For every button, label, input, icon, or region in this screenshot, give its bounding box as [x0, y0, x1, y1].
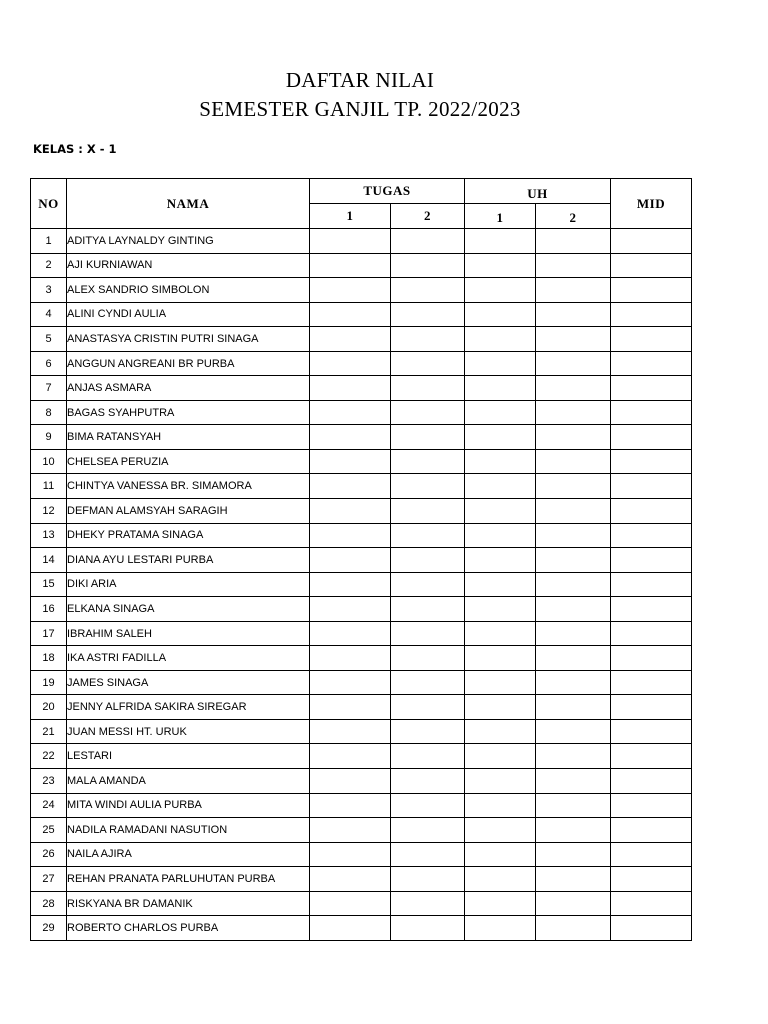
student-name: DEFMAN ALAMSYAH SARAGIH	[67, 499, 310, 524]
uh-1-cell	[465, 449, 536, 474]
tugas-1-cell	[310, 327, 391, 352]
student-name: BIMA RATANSYAH	[67, 425, 310, 450]
tugas-1-cell	[310, 695, 391, 720]
tugas-2-cell	[391, 621, 465, 646]
uh-2-cell	[536, 425, 611, 450]
table-row	[31, 916, 692, 941]
uh-2-cell	[536, 769, 611, 794]
table-row	[31, 793, 692, 818]
mid-cell	[611, 229, 692, 254]
tugas-2-cell	[391, 916, 465, 941]
table-row	[31, 400, 692, 425]
tugas-1-cell	[310, 278, 391, 303]
uh-1-cell	[465, 842, 536, 867]
tugas-2-cell	[391, 449, 465, 474]
row-number: 1	[31, 229, 67, 254]
table-row	[31, 867, 692, 892]
mid-cell	[611, 621, 692, 646]
column-header-nama: NAMA	[67, 179, 310, 229]
table-row	[31, 449, 692, 474]
uh-2-cell	[536, 597, 611, 622]
tugas-1-cell	[310, 670, 391, 695]
tugas-1-cell	[310, 351, 391, 376]
uh-1-cell	[465, 916, 536, 941]
tugas-1-cell	[310, 769, 391, 794]
tugas-2-cell	[391, 769, 465, 794]
student-name: MALA AMANDA	[67, 769, 310, 794]
uh-1-cell	[465, 891, 536, 916]
table-row	[31, 302, 692, 327]
tugas-1-cell	[310, 572, 391, 597]
table-row	[31, 597, 692, 622]
column-header-mid: MID	[611, 179, 692, 229]
uh-2-cell	[536, 867, 611, 892]
tugas-1-cell	[310, 818, 391, 843]
uh-1-cell	[465, 499, 536, 524]
uh-1-cell	[465, 769, 536, 794]
tugas-2-cell	[391, 646, 465, 671]
tugas-2-cell	[391, 572, 465, 597]
table-row	[31, 278, 692, 303]
tugas-2-cell	[391, 818, 465, 843]
tugas-2-cell	[391, 327, 465, 352]
table-row	[31, 572, 692, 597]
tugas-1-cell	[310, 793, 391, 818]
tugas-2-cell	[391, 376, 465, 401]
uh-1-cell	[465, 376, 536, 401]
row-number: 25	[31, 818, 67, 843]
mid-cell	[611, 278, 692, 303]
row-number: 7	[31, 376, 67, 401]
column-header-uh: UH	[465, 179, 611, 204]
uh-1-cell	[465, 425, 536, 450]
uh-2-cell	[536, 327, 611, 352]
mid-cell	[611, 425, 692, 450]
tugas-1-cell	[310, 916, 391, 941]
row-number: 8	[31, 400, 67, 425]
student-name: REHAN PRANATA PARLUHUTAN PURBA	[67, 867, 310, 892]
table-row	[31, 253, 692, 278]
uh-1-cell	[465, 621, 536, 646]
row-number: 14	[31, 548, 67, 573]
tugas-1-cell	[310, 523, 391, 548]
tugas-2-cell	[391, 425, 465, 450]
row-number: 24	[31, 793, 67, 818]
document-title: DAFTAR NILAI	[285, 68, 435, 92]
tugas-2-cell	[391, 597, 465, 622]
tugas-2-cell	[391, 278, 465, 303]
mid-cell	[611, 572, 692, 597]
row-number: 18	[31, 646, 67, 671]
column-header-tugas: TUGAS	[310, 179, 465, 204]
uh-2-cell	[536, 793, 611, 818]
mid-cell	[611, 523, 692, 548]
table-row	[31, 719, 692, 744]
student-name: ADITYA LAYNALDY GINTING	[67, 229, 310, 254]
mid-cell	[611, 548, 692, 573]
row-number: 16	[31, 597, 67, 622]
subheader-uh-1: 1	[465, 204, 536, 229]
student-name: JENNY ALFRIDA SAKIRA SIREGAR	[67, 695, 310, 720]
student-name: DIKI ARIA	[67, 572, 310, 597]
table-row	[31, 229, 692, 254]
subheader-uh-2: 2	[536, 204, 611, 229]
row-number: 5	[31, 327, 67, 352]
class-label: KELAS : X - 1	[33, 142, 117, 156]
tugas-2-cell	[391, 229, 465, 254]
student-name: LESTARI	[67, 744, 310, 769]
uh-2-cell	[536, 695, 611, 720]
uh-1-cell	[465, 744, 536, 769]
tugas-1-cell	[310, 229, 391, 254]
mid-cell	[611, 400, 692, 425]
row-number: 29	[31, 916, 67, 941]
student-name: ALEX SANDRIO SIMBOLON	[67, 278, 310, 303]
tugas-2-cell	[391, 891, 465, 916]
uh-2-cell	[536, 744, 611, 769]
student-name: NADILA RAMADANI NASUTION	[67, 818, 310, 843]
row-number: 12	[31, 499, 67, 524]
student-name: RISKYANA BR DAMANIK	[67, 891, 310, 916]
tugas-1-cell	[310, 474, 391, 499]
tugas-2-cell	[391, 474, 465, 499]
student-name: DHEKY PRATAMA SINAGA	[67, 523, 310, 548]
uh-2-cell	[536, 253, 611, 278]
row-number: 13	[31, 523, 67, 548]
uh-1-cell	[465, 670, 536, 695]
table-row	[31, 351, 692, 376]
uh-2-cell	[536, 891, 611, 916]
uh-2-cell	[536, 376, 611, 401]
row-number: 3	[31, 278, 67, 303]
student-name: JAMES SINAGA	[67, 670, 310, 695]
uh-1-cell	[465, 646, 536, 671]
uh-1-cell	[465, 400, 536, 425]
row-number: 21	[31, 719, 67, 744]
tugas-2-cell	[391, 302, 465, 327]
uh-2-cell	[536, 621, 611, 646]
tugas-1-cell	[310, 597, 391, 622]
tugas-2-cell	[391, 719, 465, 744]
uh-2-cell	[536, 670, 611, 695]
uh-1-cell	[465, 548, 536, 573]
tugas-1-cell	[310, 719, 391, 744]
mid-cell	[611, 646, 692, 671]
student-name: ALINI CYNDI AULIA	[67, 302, 310, 327]
tugas-2-cell	[391, 744, 465, 769]
tugas-2-cell	[391, 670, 465, 695]
mid-cell	[611, 499, 692, 524]
mid-cell	[611, 376, 692, 401]
uh-2-cell	[536, 916, 611, 941]
tugas-2-cell	[391, 695, 465, 720]
uh-1-cell	[465, 818, 536, 843]
student-name: ANJAS ASMARA	[67, 376, 310, 401]
tugas-2-cell	[391, 793, 465, 818]
uh-1-cell	[465, 351, 536, 376]
uh-2-cell	[536, 548, 611, 573]
table-row	[31, 523, 692, 548]
uh-2-cell	[536, 474, 611, 499]
row-number: 10	[31, 449, 67, 474]
uh-2-cell	[536, 449, 611, 474]
mid-cell	[611, 719, 692, 744]
tugas-1-cell	[310, 376, 391, 401]
tugas-1-cell	[310, 867, 391, 892]
table-row	[31, 744, 692, 769]
mid-cell	[611, 474, 692, 499]
tugas-1-cell	[310, 842, 391, 867]
mid-cell	[611, 891, 692, 916]
row-number: 28	[31, 891, 67, 916]
student-name: ROBERTO CHARLOS PURBA	[67, 916, 310, 941]
uh-1-cell	[465, 229, 536, 254]
uh-1-cell	[465, 474, 536, 499]
tugas-2-cell	[391, 842, 465, 867]
tugas-1-cell	[310, 449, 391, 474]
mid-cell	[611, 327, 692, 352]
uh-2-cell	[536, 302, 611, 327]
mid-cell	[611, 302, 692, 327]
mid-cell	[611, 351, 692, 376]
student-name: IKA ASTRI FADILLA	[67, 646, 310, 671]
grade-table	[30, 178, 692, 941]
uh-2-cell	[536, 278, 611, 303]
table-row	[31, 842, 692, 867]
row-number: 6	[31, 351, 67, 376]
uh-2-cell	[536, 351, 611, 376]
uh-2-cell	[536, 646, 611, 671]
student-name: ANASTASYA CRISTIN PUTRI SINAGA	[67, 327, 310, 352]
table-row	[31, 621, 692, 646]
tugas-2-cell	[391, 499, 465, 524]
mid-cell	[611, 867, 692, 892]
row-number: 11	[31, 474, 67, 499]
row-number: 15	[31, 572, 67, 597]
table-row	[31, 548, 692, 573]
tugas-2-cell	[391, 253, 465, 278]
uh-2-cell	[536, 229, 611, 254]
tugas-1-cell	[310, 425, 391, 450]
mid-cell	[611, 597, 692, 622]
table-row	[31, 646, 692, 671]
tugas-1-cell	[310, 744, 391, 769]
uh-2-cell	[536, 842, 611, 867]
uh-1-cell	[465, 597, 536, 622]
mid-cell	[611, 916, 692, 941]
student-name: NAILA AJIRA	[67, 842, 310, 867]
row-number: 26	[31, 842, 67, 867]
mid-cell	[611, 449, 692, 474]
mid-cell	[611, 253, 692, 278]
document-subtitle: SEMESTER GANJIL TP. 2022/2023	[199, 97, 521, 121]
tugas-1-cell	[310, 499, 391, 524]
uh-2-cell	[536, 523, 611, 548]
uh-1-cell	[465, 327, 536, 352]
student-name: ELKANA SINAGA	[67, 597, 310, 622]
uh-1-cell	[465, 867, 536, 892]
student-name: DIANA AYU LESTARI PURBA	[67, 548, 310, 573]
tugas-1-cell	[310, 891, 391, 916]
mid-cell	[611, 818, 692, 843]
student-name: JUAN MESSI HT. URUK	[67, 719, 310, 744]
tugas-2-cell	[391, 548, 465, 573]
row-number: 23	[31, 769, 67, 794]
uh-2-cell	[536, 400, 611, 425]
uh-1-cell	[465, 793, 536, 818]
mid-cell	[611, 842, 692, 867]
uh-2-cell	[536, 719, 611, 744]
row-number: 27	[31, 867, 67, 892]
uh-2-cell	[536, 499, 611, 524]
uh-1-cell	[465, 253, 536, 278]
student-name: IBRAHIM SALEH	[67, 621, 310, 646]
table-row	[31, 327, 692, 352]
mid-cell	[611, 695, 692, 720]
table-row	[31, 769, 692, 794]
mid-cell	[611, 769, 692, 794]
table-row	[31, 376, 692, 401]
table-row	[31, 891, 692, 916]
row-number: 19	[31, 670, 67, 695]
student-name: CHINTYA VANESSA BR. SIMAMORA	[67, 474, 310, 499]
tugas-1-cell	[310, 646, 391, 671]
student-name: ANGGUN ANGREANI BR PURBA	[67, 351, 310, 376]
table-row	[31, 670, 692, 695]
tugas-2-cell	[391, 867, 465, 892]
uh-1-cell	[465, 302, 536, 327]
subheader-tugas-1: 1	[310, 204, 391, 229]
row-number: 9	[31, 425, 67, 450]
row-number: 4	[31, 302, 67, 327]
table-header-row	[31, 179, 692, 204]
uh-1-cell	[465, 278, 536, 303]
uh-1-cell	[465, 523, 536, 548]
mid-cell	[611, 744, 692, 769]
table-row	[31, 818, 692, 843]
row-number: 20	[31, 695, 67, 720]
uh-1-cell	[465, 719, 536, 744]
table-row	[31, 425, 692, 450]
subheader-tugas-2: 2	[391, 204, 465, 229]
tugas-1-cell	[310, 400, 391, 425]
student-name: MITA WINDI AULIA PURBA	[67, 793, 310, 818]
table-row	[31, 499, 692, 524]
tugas-1-cell	[310, 302, 391, 327]
tugas-2-cell	[391, 400, 465, 425]
tugas-2-cell	[391, 523, 465, 548]
tugas-1-cell	[310, 548, 391, 573]
uh-1-cell	[465, 572, 536, 597]
student-name: AJI KURNIAWAN	[67, 253, 310, 278]
uh-1-cell	[465, 695, 536, 720]
row-number: 2	[31, 253, 67, 278]
uh-2-cell	[536, 818, 611, 843]
tugas-1-cell	[310, 621, 391, 646]
mid-cell	[611, 670, 692, 695]
uh-2-cell	[536, 572, 611, 597]
mid-cell	[611, 793, 692, 818]
tugas-2-cell	[391, 351, 465, 376]
row-number: 17	[31, 621, 67, 646]
column-header-no: NO	[31, 179, 67, 229]
student-name: CHELSEA PERUZIA	[67, 449, 310, 474]
student-name: BAGAS SYAHPUTRA	[67, 400, 310, 425]
tugas-1-cell	[310, 253, 391, 278]
table-row	[31, 474, 692, 499]
table-row	[31, 695, 692, 720]
row-number: 22	[31, 744, 67, 769]
